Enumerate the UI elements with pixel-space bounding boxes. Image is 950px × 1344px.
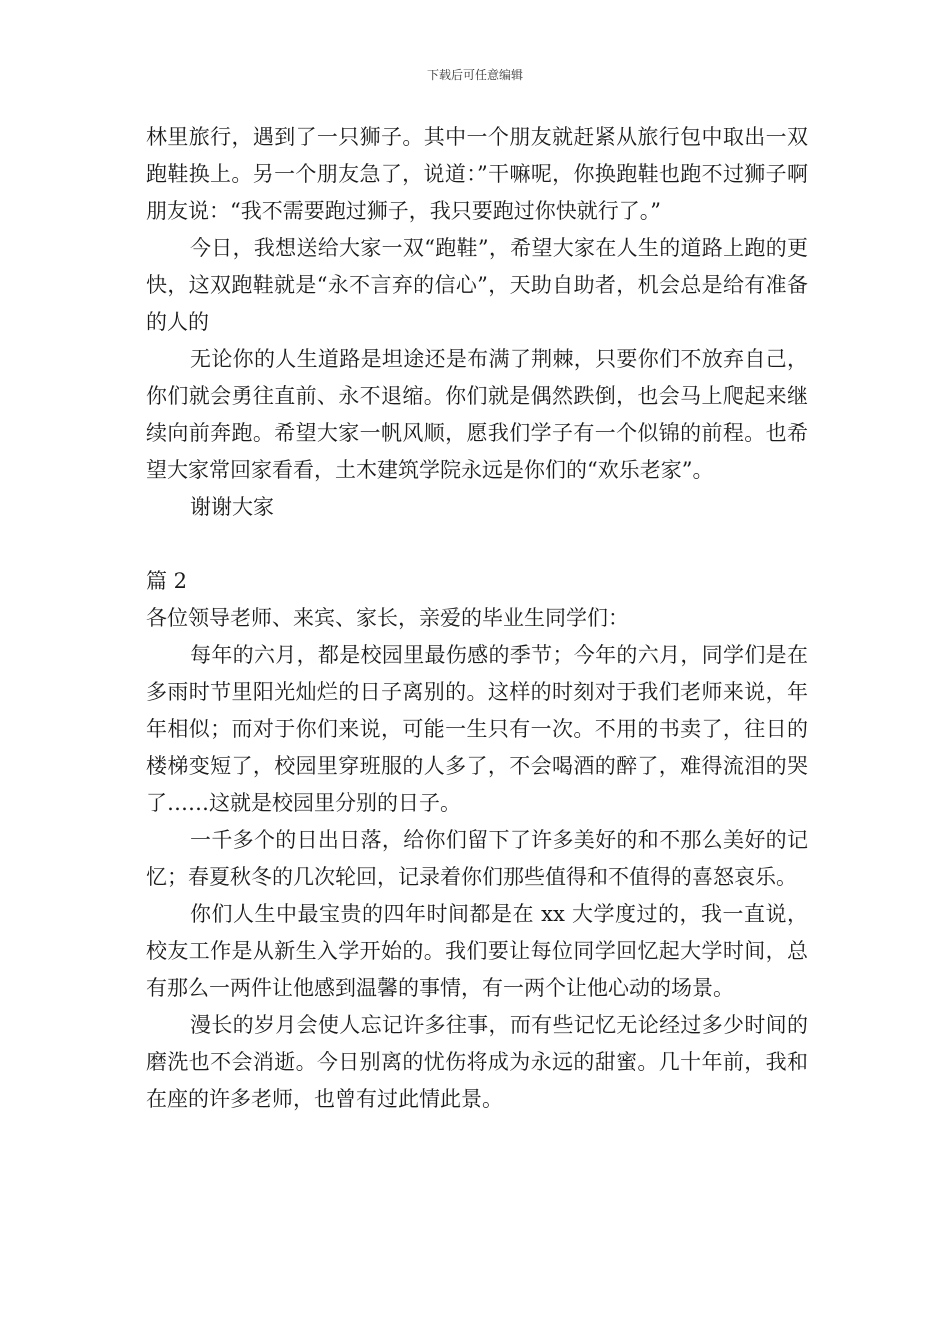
paragraph-memories: 一千多个的日出日落，给你们留下了许多美好的和不那么美好的记忆；春夏秋冬的几次轮回，记录着你们那些值得和不值得的喜怒哀乐。 xyxy=(146,828,808,889)
paragraph-long-years: 漫长的岁月会使人忘记许多往事，而有些记忆无论经过多少时间的磨洗也不会消逝。今日别离的忧伤将成为永远的甜蜜。几十年前，我和在座的许多老师，也曾有过此情此景。 xyxy=(146,1013,808,1111)
section-title: 篇 2 xyxy=(146,569,188,593)
blank-line xyxy=(146,526,808,563)
paragraph-running-shoes: 今日，我想送给大家一双“跑鞋”，希望大家在人生的道路上跑的更快，这双跑鞋就是“永不言弃的信心”，天助自助者，机会总是给有准备的人的 xyxy=(146,236,808,334)
paragraph-four-years: 你们人生中最宝贵的四年时间都是在 xx 大学度过的，我一直说，校友工作是从新生入学开始的。我们要让每位同学回忆起大学时间，总有那么一两件让他感到温馨的事情，有一两个让他心动的场景。 xyxy=(146,902,808,1000)
salutation: 各位领导老师、来宾、家长，亲爱的毕业生同学们： xyxy=(146,606,629,630)
document-body xyxy=(146,119,808,1118)
paragraph-story-end: 林里旅行，遇到了一只狮子。其中一个朋友就赶紧从旅行包中取出一双跑鞋换上。另一个朋友急了，说道：”干嘛呢，你换跑鞋也跑不过狮子啊朋友说：“我不需要跑过狮子，我只要跑过你快就行了。” xyxy=(146,125,808,223)
paragraph-thanks: 谢谢大家 xyxy=(190,495,274,519)
paragraph-life-road: 无论你的人生道路是坦途还是布满了荆棘，只要你们不放弃自己，你们就会勇往直前、永不退缩。你们就是偶然跌倒，也会马上爬起来继续向前奔跑。希望大家一帆风顺，愿我们学子有一个似锦的前程。也希望大家常回家看看，土木建筑学院永远是你们的“欢乐老家”。 xyxy=(146,347,808,482)
page-header-note: 下载后可任意编辑 xyxy=(426,68,523,82)
paragraph-june: 每年的六月，都是校园里最伤感的季节；今年的六月，同学们是在多雨时节里阳光灿烂的日子离别的。这样的时刻对于我们老师来说，年年相似；而对于你们来说，可能一生只有一次。不用的书卖了，往日的楼梯变短了，校园里穿班服的人多了，不会喝酒的醉了，难得流泪的哭了……这就是校园里分别的日子。 xyxy=(146,643,808,815)
